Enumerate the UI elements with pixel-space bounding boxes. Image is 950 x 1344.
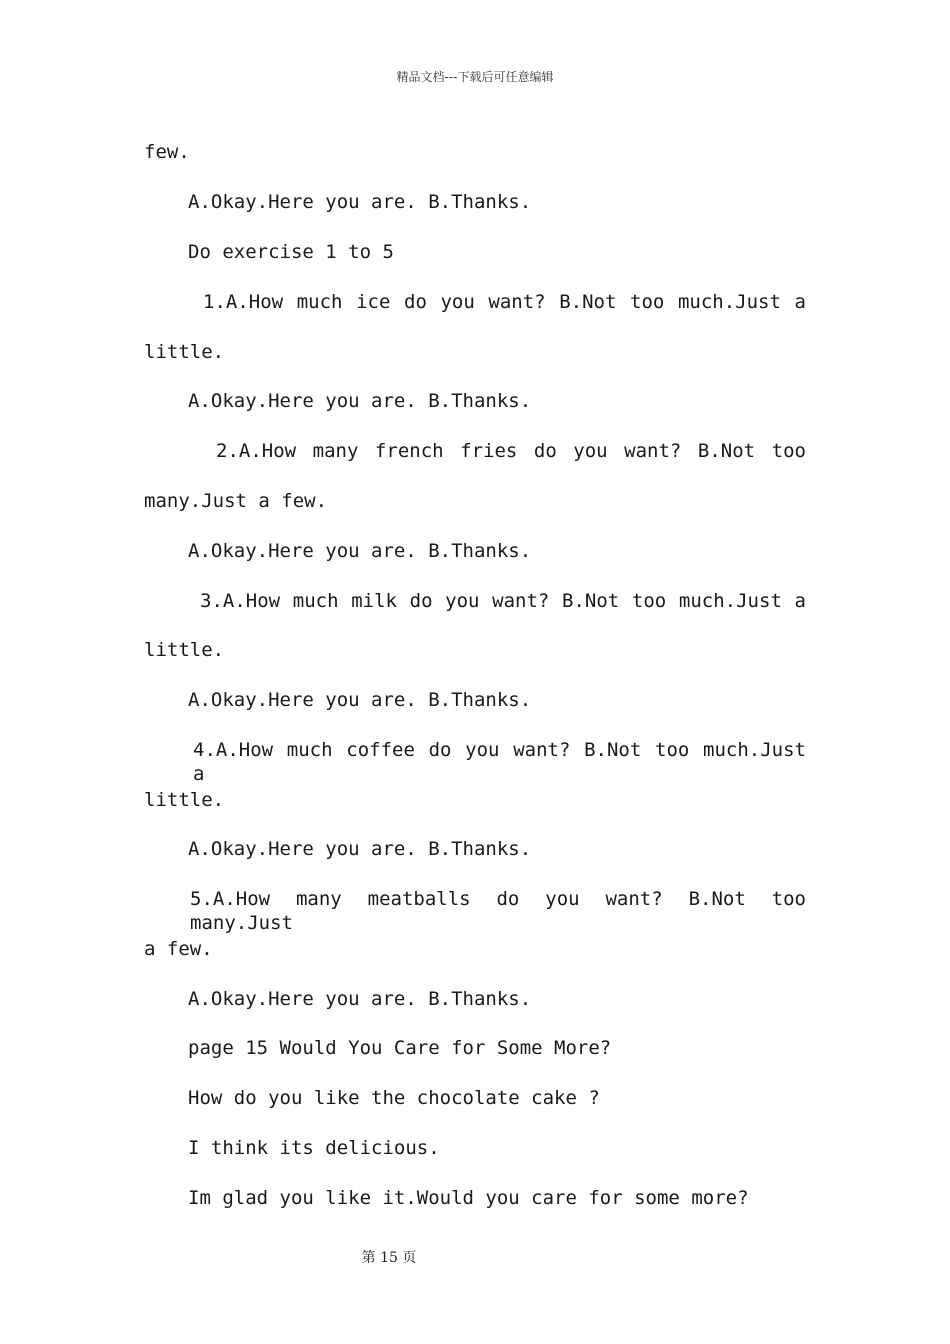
text-line: A.Okay.Here you are. B.Thanks.: [188, 689, 532, 711]
text-line: A.Okay.Here you are. B.Thanks.: [188, 838, 532, 860]
page-footer: 第 15 页: [361, 1250, 417, 1266]
page-header: 精品文档---下载后可任意编辑: [396, 70, 554, 84]
text-line: Im glad you like it.Would you care for some more?: [188, 1187, 749, 1209]
text-line: many.Just a few.: [144, 490, 328, 512]
text-line: How do you like the chocolate cake ?: [188, 1087, 600, 1109]
text-line: 3.A.How much milk do you want? B.Not too much.Just a: [200, 590, 806, 612]
text-line: few.: [144, 141, 190, 163]
text-line: A.Okay.Here you are. B.Thanks.: [188, 988, 532, 1010]
text-line: 2.A.How many french fries do you want? B.Not too: [216, 440, 806, 462]
text-line: Do exercise 1 to 5: [188, 241, 394, 263]
text-line: 5.A.How many meatballs do you want? B.Not too many.Just: [190, 888, 806, 934]
text-line: 4.A.How much coffee do you want? B.Not too much.Just a: [193, 739, 806, 785]
text-line: little.: [144, 341, 225, 363]
text-line: little.: [144, 789, 225, 811]
text-line: little.: [144, 639, 225, 661]
text-line: A.Okay.Here you are. B.Thanks.: [188, 390, 532, 412]
text-line: A.Okay.Here you are. B.Thanks.: [188, 191, 532, 213]
text-line: 1.A.How much ice do you want? B.Not too much.Just a: [203, 291, 806, 313]
text-line: A.Okay.Here you are. B.Thanks.: [188, 540, 532, 562]
text-line: page 15 Would You Care for Some More?: [188, 1037, 612, 1059]
text-line: a few.: [144, 938, 213, 960]
text-line: I think its delicious.: [188, 1137, 440, 1159]
